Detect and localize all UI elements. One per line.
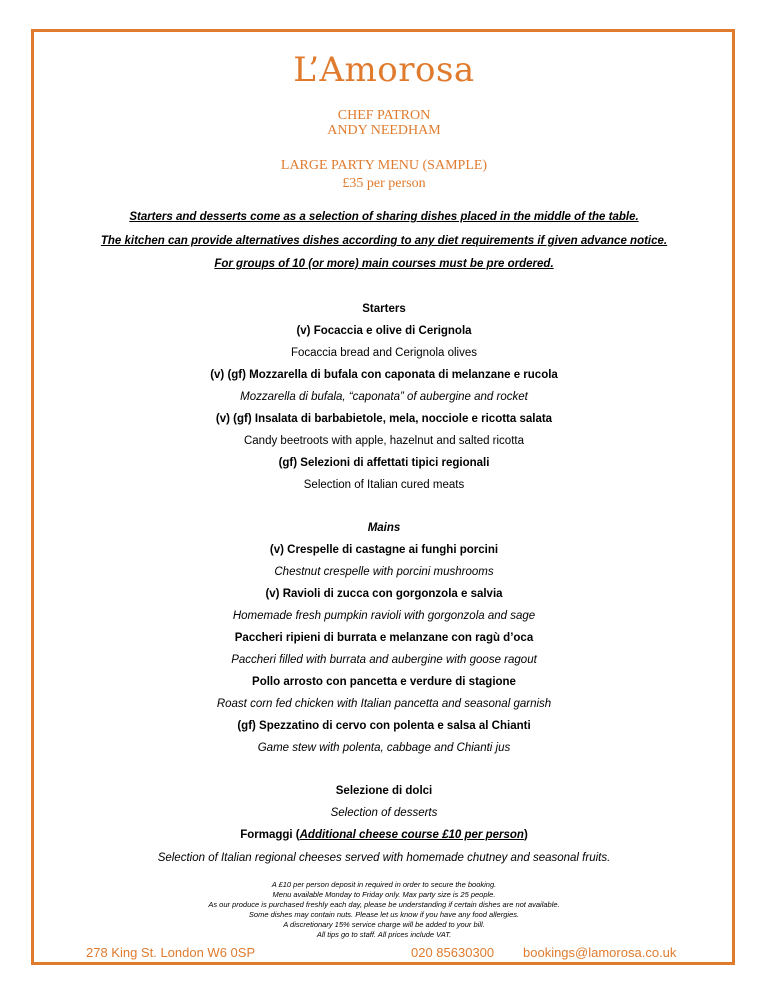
mains-heading: Mains: [367, 522, 401, 534]
starter-name: (gf) Selezioni di affettati tipici regionali: [278, 457, 490, 469]
fine-print-deposit: A £10 per person deposit in required in order to secure the booking.: [271, 880, 497, 889]
main-desc: Game stew with polenta, cabbage and Chianti jus: [257, 742, 511, 754]
cheese-close: ): [523, 829, 528, 841]
main-desc: Paccheri filled with burrata and aubergine with goose ragout: [231, 654, 537, 666]
starter-desc: Selection of Italian cured meats: [303, 479, 465, 491]
note-sharing: Starters and desserts come as a selection of sharing dishes placed in the middle of the table.: [129, 211, 639, 223]
fine-print-tips: All tips go to staff. All prices include VAT.: [316, 930, 452, 939]
cheese-desc: Selection of Italian regional cheeses served with homemade chutney and seasonal fruits.: [157, 852, 611, 864]
note-diet: The kitchen can provide alternatives dishes according to any diet requirements if given advance notice.: [100, 235, 668, 247]
starter-desc: Focaccia bread and Cerignola olives: [290, 347, 478, 359]
note-preorder: For groups of 10 (or more) main courses must be pre ordered.: [214, 258, 554, 270]
restaurant-name: L’Amorosa: [293, 50, 475, 90]
main-desc: Roast corn fed chicken with Italian pancetta and seasonal garnish: [216, 698, 552, 710]
starters-heading: Starters: [362, 303, 406, 315]
cheese-course-line: [0, 829, 768, 841]
cheese-supplement: Additional cheese course £10 per person: [299, 829, 524, 841]
main-name: Pollo arrosto con pancetta e verdure di stagione: [252, 676, 516, 688]
menu-title: LARGE PARTY MENU (SAMPLE): [280, 158, 488, 173]
fine-print-availability: Menu available Monday to Friday only. Max party size is 25 people.: [272, 890, 496, 899]
chef-title: CHEF PATRON: [337, 108, 431, 123]
main-name: Paccheri ripieni di burrata e melanzane con ragù d’oca: [234, 632, 534, 644]
main-name: (v) Crespelle di castagne ai funghi porcini: [269, 544, 499, 556]
footer-email[interactable]: bookings@lamorosa.co.uk: [523, 945, 677, 960]
fine-print-allergies: Some dishes may contain nuts. Please let us know if you have any food allergies.: [248, 910, 520, 919]
main-name: (v) Ravioli di zucca con gorgonzola e salvia: [265, 588, 503, 600]
fine-print-service: A discretionary 15% service charge will be added to your bill.: [283, 920, 485, 929]
starter-name: (v) (gf) Mozzarella di bufala con caponata di melanzane e rucola: [210, 369, 558, 381]
main-desc: Homemade fresh pumpkin ravioli with gorgonzola and sage: [232, 610, 536, 622]
footer-phone[interactable]: 020 85630300: [411, 945, 495, 960]
footer-address: 278 King St. London W6 0SP: [86, 945, 256, 960]
dessert-name: Selezione di dolci: [335, 785, 433, 797]
dessert-desc: Selection of desserts: [330, 807, 438, 819]
fine-print-produce: As our produce is purchased freshly each day, please be understanding if certain dishes are not available.: [208, 900, 560, 909]
starter-desc: Candy beetroots with apple, hazelnut and salted ricotta: [243, 435, 524, 447]
starter-desc: Mozzarella di bufala, “caponata” of aubergine and rocket: [240, 391, 528, 403]
starter-name: (v) Focaccia e olive di Cerignola: [296, 325, 472, 337]
cheese-name: Formaggi (: [240, 829, 300, 841]
main-name: (gf) Spezzatino di cervo con polenta e salsa al Chianti: [237, 720, 531, 732]
menu-price: £35 per person: [342, 176, 426, 191]
starter-name: (v) (gf) Insalata di barbabietole, mela, nocciole e ricotta salata: [215, 413, 553, 425]
main-desc: Chestnut crespelle with porcini mushrooms: [274, 566, 494, 578]
chef-name: ANDY NEEDHAM: [327, 123, 441, 138]
